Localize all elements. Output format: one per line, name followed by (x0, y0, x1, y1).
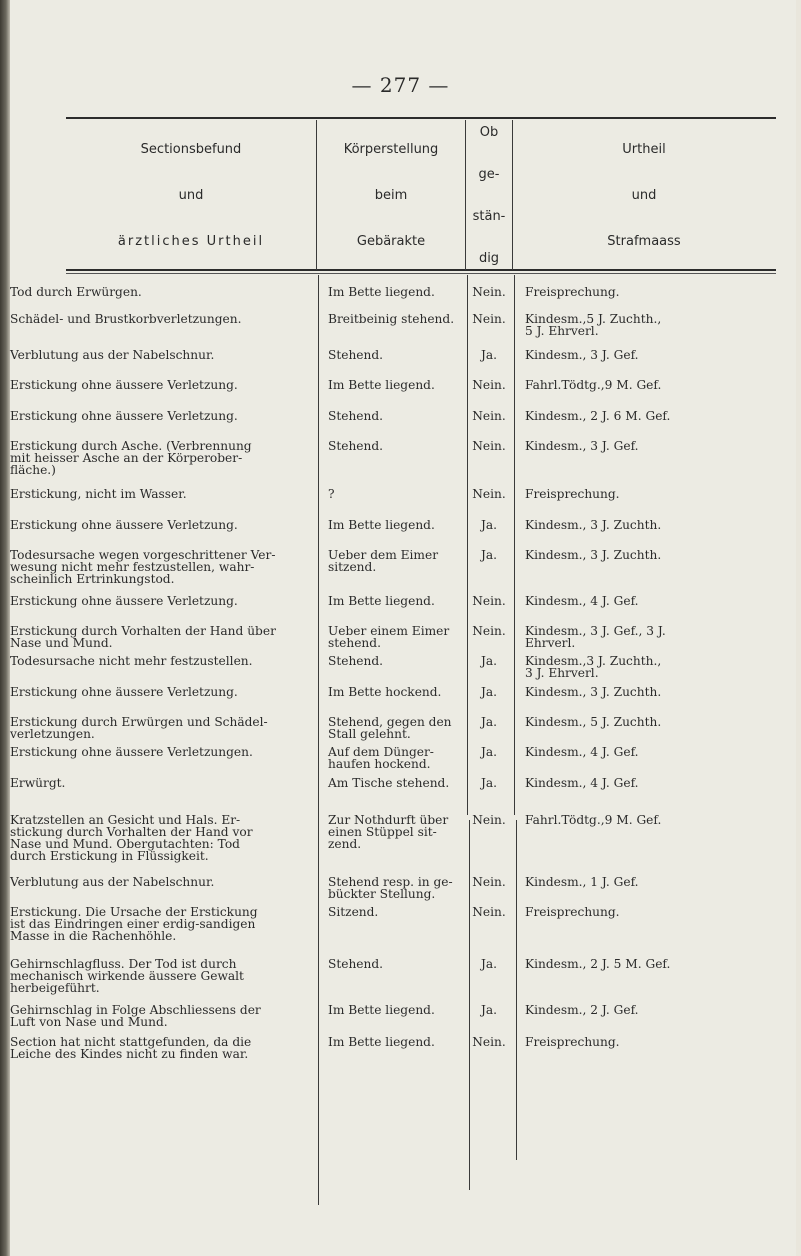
koerperstellung-cell: Ueber einem Eimer stehend. (328, 624, 450, 650)
urtheil-cell: Kindesm., 3 J. Zuchth. (525, 685, 662, 699)
urtheil-cell: Kindesm., 4 J. Gef. (525, 776, 639, 790)
koerperstellung-cell: Stehend. (328, 439, 384, 453)
sectionsbefund-cell: Schädel- und Brustkorbverletzungen. (10, 312, 242, 326)
sectionsbefund-cell: Tod durch Erwürgen. (10, 285, 142, 299)
sectionsbefund-cell: Verblutung aus der Nabelschnur. (10, 348, 215, 362)
header-line: Sectionsbefund (140, 141, 242, 157)
koerperstellung-cell: Stehend, gegen den Stall gelehnt. (328, 715, 452, 741)
header-divider (512, 120, 513, 270)
urtheil-cell: Fahrl.Tödtg.,9 M. Gef. (525, 378, 662, 392)
koerperstellung-cell: Zur Nothdurft über einen Stüppel sit- zend. (328, 813, 449, 851)
header-koerperstellung (316, 120, 466, 270)
sectionsbefund-cell: Verblutung aus der Nabelschnur. (10, 875, 215, 889)
gestaendig-cell: Ja. (480, 1003, 498, 1017)
column-divider (318, 275, 319, 1205)
header-line: Gebärakte (356, 233, 426, 249)
koerperstellung-cell: Im Bette liegend. (328, 285, 435, 299)
gestaendig-cell: Nein. (472, 439, 506, 453)
sectionsbefund-cell: Erstickung. Die Ursache der Erstickung ist das Eindringen einer erdig-sandigen Masse in die Rachenhöhle. (10, 905, 258, 943)
sectionsbefund-cell: Todesursache nicht mehr festzustellen. (10, 654, 253, 668)
gestaendig-cell: Ja. (480, 776, 498, 790)
column-divider (516, 820, 517, 1160)
urtheil-cell: Freisprechung. (525, 905, 620, 919)
koerperstellung-cell: Im Bette liegend. (328, 594, 435, 608)
header-bottom-rule-thin (66, 273, 776, 274)
header-bottom-rule (66, 269, 776, 271)
gestaendig-cell: Ja. (480, 518, 498, 532)
urtheil-cell: Kindesm., 3 J. Gef., 3 J. Ehrverl. (525, 624, 666, 650)
gestaendig-cell: Ja. (480, 745, 498, 759)
sectionsbefund-cell: Erwürgt. (10, 776, 66, 790)
header-gestaendig (466, 120, 512, 270)
header-line: Körperstellung (343, 141, 439, 157)
table-header (66, 120, 776, 270)
header-line: und (178, 187, 204, 203)
gestaendig-cell: Ja. (480, 348, 498, 362)
header-line: beim (374, 187, 408, 203)
sectionsbefund-cell: Gehirnschlagfluss. Der Tod ist durch mechanisch wirkende äussere Gewalt herbeigeführt. (10, 957, 244, 995)
urtheil-cell: Kindesm., 3 J. Gef. (525, 439, 639, 453)
koerperstellung-cell: Im Bette liegend. (328, 1003, 435, 1017)
urtheil-cell: Kindesm.,5 J. Zuchth., 5 J. Ehrverl. (525, 312, 662, 338)
gestaendig-cell: Ja. (480, 654, 498, 668)
sectionsbefund-cell: Section hat nicht stattgefunden, da die Leiche des Kindes nicht zu finden war. (10, 1035, 252, 1061)
sectionsbefund-cell: Gehirnschlag in Folge Abschliessens der Luft von Nase und Mund. (10, 1003, 261, 1029)
gestaendig-cell: Nein. (472, 875, 506, 889)
koerperstellung-cell: Stehend. (328, 348, 384, 362)
gestaendig-cell: Ja. (480, 685, 498, 699)
gestaendig-cell: Ja. (480, 715, 498, 729)
header-line: stän- (472, 208, 506, 224)
gestaendig-cell: Nein. (472, 378, 506, 392)
header-line: Ob (479, 124, 499, 140)
urtheil-cell: Freisprechung. (525, 285, 620, 299)
gestaendig-cell: Nein. (472, 905, 506, 919)
urtheil-cell: Kindesm., 3 J. Zuchth. (525, 548, 662, 562)
koerperstellung-cell: Breitbeinig stehend. (328, 312, 455, 326)
urtheil-cell: Fahrl.Tödtg.,9 M. Gef. (525, 813, 662, 827)
koerperstellung-cell: Stehend resp. in ge- bückter Stellung. (328, 875, 453, 901)
urtheil-cell: Kindesm., 2 J. 6 M. Gef. (525, 409, 671, 423)
koerperstellung-cell: Ueber dem Eimer sitzend. (328, 548, 439, 574)
urtheil-cell: Kindesm., 2 J. Gef. (525, 1003, 639, 1017)
gestaendig-cell: Nein. (472, 1035, 506, 1049)
koerperstellung-cell: Im Bette liegend. (328, 518, 435, 532)
urtheil-cell: Freisprechung. (525, 1035, 620, 1049)
sectionsbefund-cell: Erstickung ohne äussere Verletzungen. (10, 745, 253, 759)
koerperstellung-cell: Im Bette liegend. (328, 1035, 435, 1049)
header-sectionsbefund (66, 120, 316, 270)
urtheil-cell: Kindesm., 3 J. Zuchth. (525, 518, 662, 532)
sectionsbefund-cell: Kratzstellen an Gesicht und Hals. Er- stickung durch Vorhalten der Hand vor Nase und Mund. Obergutachten: Tod durch Erstickung in Flüssigkeit. (10, 813, 253, 863)
sectionsbefund-cell: Erstickung ohne äussere Verletzung. (10, 409, 238, 423)
header-line: Urtheil (622, 141, 666, 157)
gestaendig-cell: Ja. (480, 548, 498, 562)
header-line: dig (478, 250, 500, 266)
header-divider (465, 120, 466, 270)
sectionsbefund-cell: Erstickung ohne äussere Verletzung. (10, 518, 238, 532)
sectionsbefund-cell: Erstickung, nicht im Wasser. (10, 487, 187, 501)
koerperstellung-cell: ? (328, 487, 335, 501)
koerperstellung-cell: Im Bette hockend. (328, 685, 442, 699)
gestaendig-cell: Nein. (472, 312, 506, 326)
book-binding-edge (0, 0, 10, 1256)
sectionsbefund-cell: Erstickung durch Vorhalten der Hand über Nase und Mund. (10, 624, 276, 650)
gestaendig-cell: Ja. (480, 957, 498, 971)
urtheil-cell: Kindesm., 4 J. Gef. (525, 745, 639, 759)
page-number: — 277 — (351, 73, 450, 97)
koerperstellung-cell: Am Tische stehend. (328, 776, 450, 790)
column-divider (514, 275, 515, 815)
gestaendig-cell: Nein. (472, 594, 506, 608)
header-divider (316, 120, 317, 270)
koerperstellung-cell: Stehend. (328, 409, 384, 423)
urtheil-cell: Kindesm., 5 J. Zuchth. (525, 715, 662, 729)
urtheil-cell: Kindesm.,3 J. Zuchth., 3 J. Ehrverl. (525, 654, 662, 680)
koerperstellung-cell: Auf dem Dünger- haufen hockend. (328, 745, 434, 771)
sectionsbefund-cell: Todesursache wegen vorgeschrittener Ver- wesung nicht mehr festzustellen, wahr- scheinlich Ertrinkungstod. (10, 548, 276, 586)
sectionsbefund-cell: Erstickung durch Erwürgen und Schädel- verletzungen. (10, 715, 268, 741)
koerperstellung-cell: Stehend. (328, 654, 384, 668)
urtheil-cell: Freisprechung. (525, 487, 620, 501)
sectionsbefund-cell: Erstickung ohne äussere Verletzung. (10, 594, 238, 608)
sectionsbefund-cell: Erstickung ohne äussere Verletzung. (10, 685, 238, 699)
urtheil-cell: Kindesm., 1 J. Gef. (525, 875, 639, 889)
header-line: ärztliches Urtheil (117, 233, 265, 249)
header-line: und (631, 187, 657, 203)
header-line: ge- (478, 166, 500, 182)
urtheil-cell: Kindesm., 2 J. 5 M. Gef. (525, 957, 671, 971)
sectionsbefund-cell: Erstickung durch Asche. (Verbrennung mit heisser Asche an der Körperober- fläche.) (10, 439, 252, 477)
gestaendig-cell: Nein. (472, 487, 506, 501)
koerperstellung-cell: Im Bette liegend. (328, 378, 435, 392)
sectionsbefund-cell: Erstickung ohne äussere Verletzung. (10, 378, 238, 392)
gestaendig-cell: Nein. (472, 409, 506, 423)
urtheil-cell: Kindesm., 4 J. Gef. (525, 594, 639, 608)
gestaendig-cell: Nein. (472, 624, 506, 638)
urtheil-cell: Kindesm., 3 J. Gef. (525, 348, 639, 362)
header-urtheil (512, 120, 776, 270)
koerperstellung-cell: Stehend. (328, 957, 384, 971)
koerperstellung-cell: Sitzend. (328, 905, 379, 919)
gestaendig-cell: Nein. (472, 285, 506, 299)
gestaendig-cell: Nein. (472, 813, 506, 827)
header-line: Strafmaass (607, 233, 681, 249)
